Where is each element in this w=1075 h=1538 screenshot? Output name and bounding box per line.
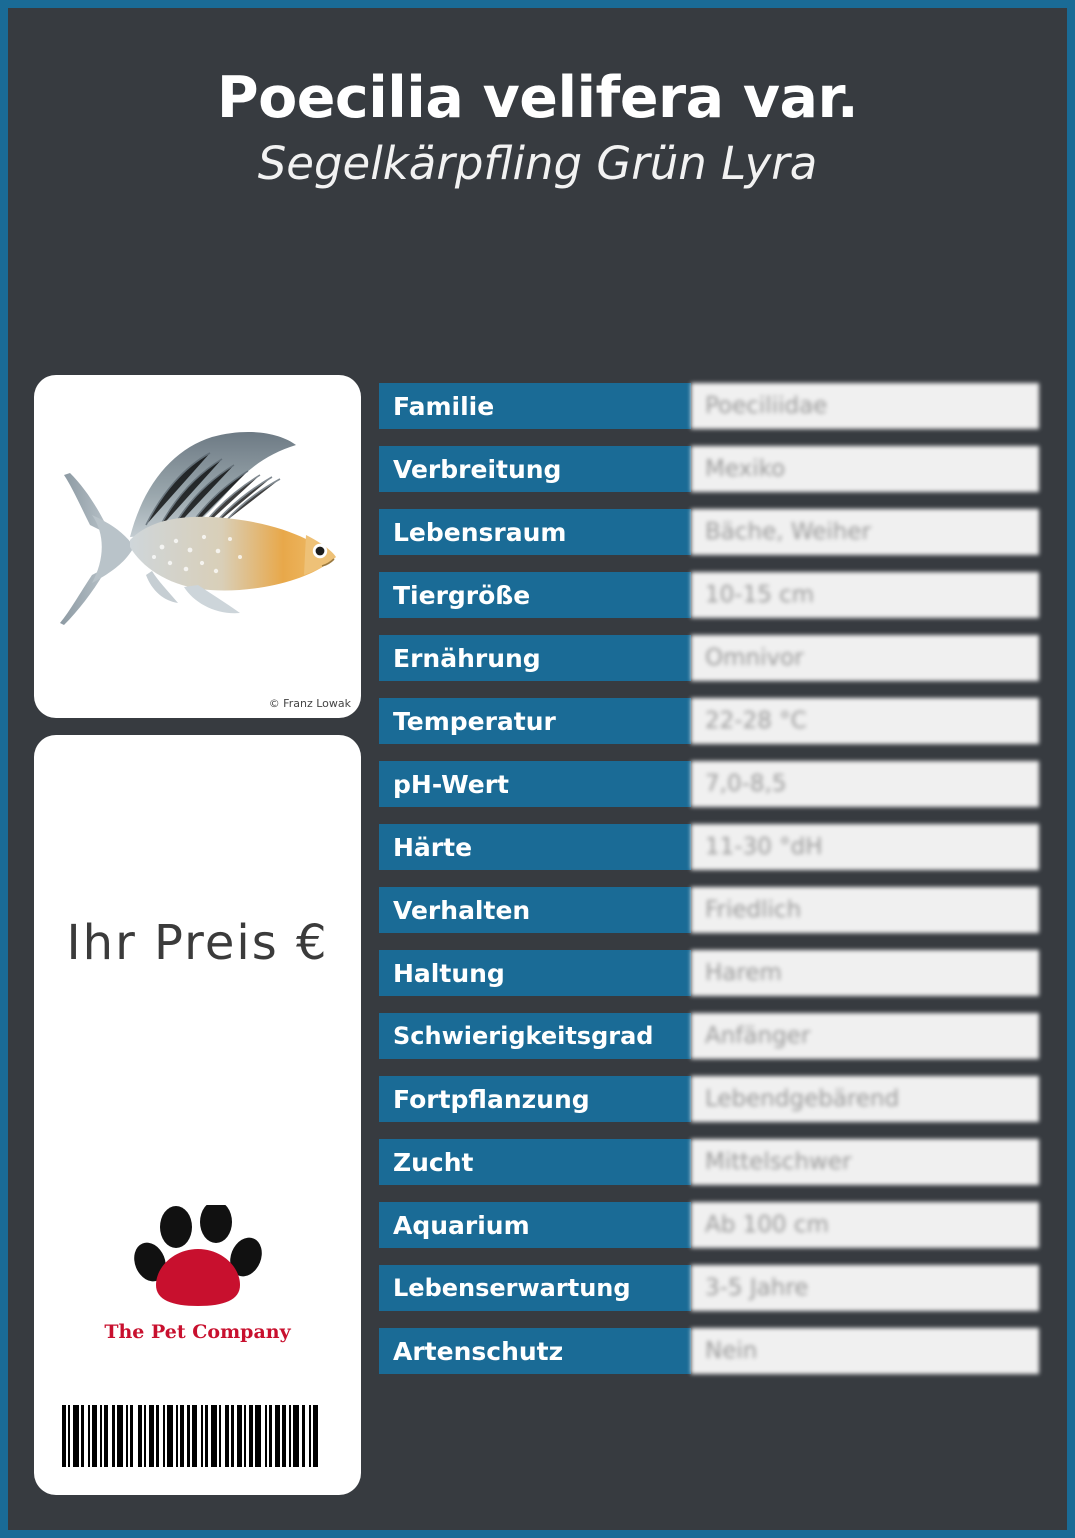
attribute-value: Ab 100 cm bbox=[691, 1202, 1039, 1248]
attribute-value: Friedlich bbox=[691, 887, 1039, 933]
attribute-label: Artenschutz bbox=[379, 1328, 691, 1374]
attribute-value: 22-28 °C bbox=[691, 698, 1039, 744]
table-row bbox=[379, 572, 1039, 618]
attribute-value: 11-30 °dH bbox=[691, 824, 1039, 870]
scientific-name: Poecilia velifera var. bbox=[216, 65, 859, 131]
attribute-value: 7,0-8,5 bbox=[691, 761, 1039, 807]
table-row bbox=[379, 635, 1039, 681]
attribute-value: Nein bbox=[691, 1328, 1039, 1374]
table-row bbox=[379, 1202, 1039, 1248]
attribute-label: Familie bbox=[379, 383, 691, 429]
price-label: Ihr Preis € bbox=[66, 915, 329, 971]
attribute-value: Poeciliidae bbox=[691, 383, 1039, 429]
table-row bbox=[379, 761, 1039, 807]
attribute-value: 3-5 Jahre bbox=[691, 1265, 1039, 1311]
attribute-value: Mexiko bbox=[691, 446, 1039, 492]
fish-image bbox=[34, 375, 361, 718]
table-row bbox=[379, 509, 1039, 555]
table-row bbox=[379, 446, 1039, 492]
table-row bbox=[379, 383, 1039, 429]
table-row bbox=[379, 1265, 1039, 1311]
attribute-label: Temperatur bbox=[379, 698, 691, 744]
attribute-value: Anfänger bbox=[691, 1013, 1039, 1059]
attribute-label: Fortpflanzung bbox=[379, 1076, 691, 1122]
page-title bbox=[8, 66, 1067, 192]
photo-credit: © Franz Lowak bbox=[268, 697, 351, 710]
table-row bbox=[379, 1013, 1039, 1059]
company-name: The Pet Company bbox=[104, 1321, 291, 1343]
table-row bbox=[379, 1076, 1039, 1122]
attribute-label: Härte bbox=[379, 824, 691, 870]
table-row bbox=[379, 1328, 1039, 1374]
table-row bbox=[379, 698, 1039, 744]
attributes-table bbox=[379, 383, 1039, 1391]
attribute-value: Harem bbox=[691, 950, 1039, 996]
attribute-label: Schwierigkeitsgrad bbox=[379, 1013, 691, 1059]
table-row bbox=[379, 950, 1039, 996]
attribute-value: Lebendgebärend bbox=[691, 1076, 1039, 1122]
table-row bbox=[379, 824, 1039, 870]
price-panel bbox=[34, 735, 361, 1495]
barcode bbox=[62, 1405, 334, 1467]
info-card bbox=[8, 8, 1067, 1530]
attribute-label: Haltung bbox=[379, 950, 691, 996]
attribute-label: Lebensraum bbox=[379, 509, 691, 555]
attribute-value: Bäche, Weiher bbox=[691, 509, 1039, 555]
fish-photo-panel bbox=[34, 375, 361, 718]
attribute-value: Mittelschwer bbox=[691, 1139, 1039, 1185]
company-logo bbox=[34, 1205, 361, 1343]
attribute-label: Verhalten bbox=[379, 887, 691, 933]
attribute-value: Omnivor bbox=[691, 635, 1039, 681]
paw-print-icon bbox=[98, 1205, 298, 1313]
attribute-label: Lebenserwartung bbox=[379, 1265, 691, 1311]
table-row bbox=[379, 1139, 1039, 1185]
attribute-label: Zucht bbox=[379, 1139, 691, 1185]
attribute-label: Tiergröße bbox=[379, 572, 691, 618]
attribute-label: Aquarium bbox=[379, 1202, 691, 1248]
common-name: Segelkärpfling Grün Lyra bbox=[257, 136, 818, 190]
attribute-label: pH-Wert bbox=[379, 761, 691, 807]
table-row bbox=[379, 887, 1039, 933]
attribute-label: Ernährung bbox=[379, 635, 691, 681]
attribute-value: 10-15 cm bbox=[691, 572, 1039, 618]
attribute-label: Verbreitung bbox=[379, 446, 691, 492]
